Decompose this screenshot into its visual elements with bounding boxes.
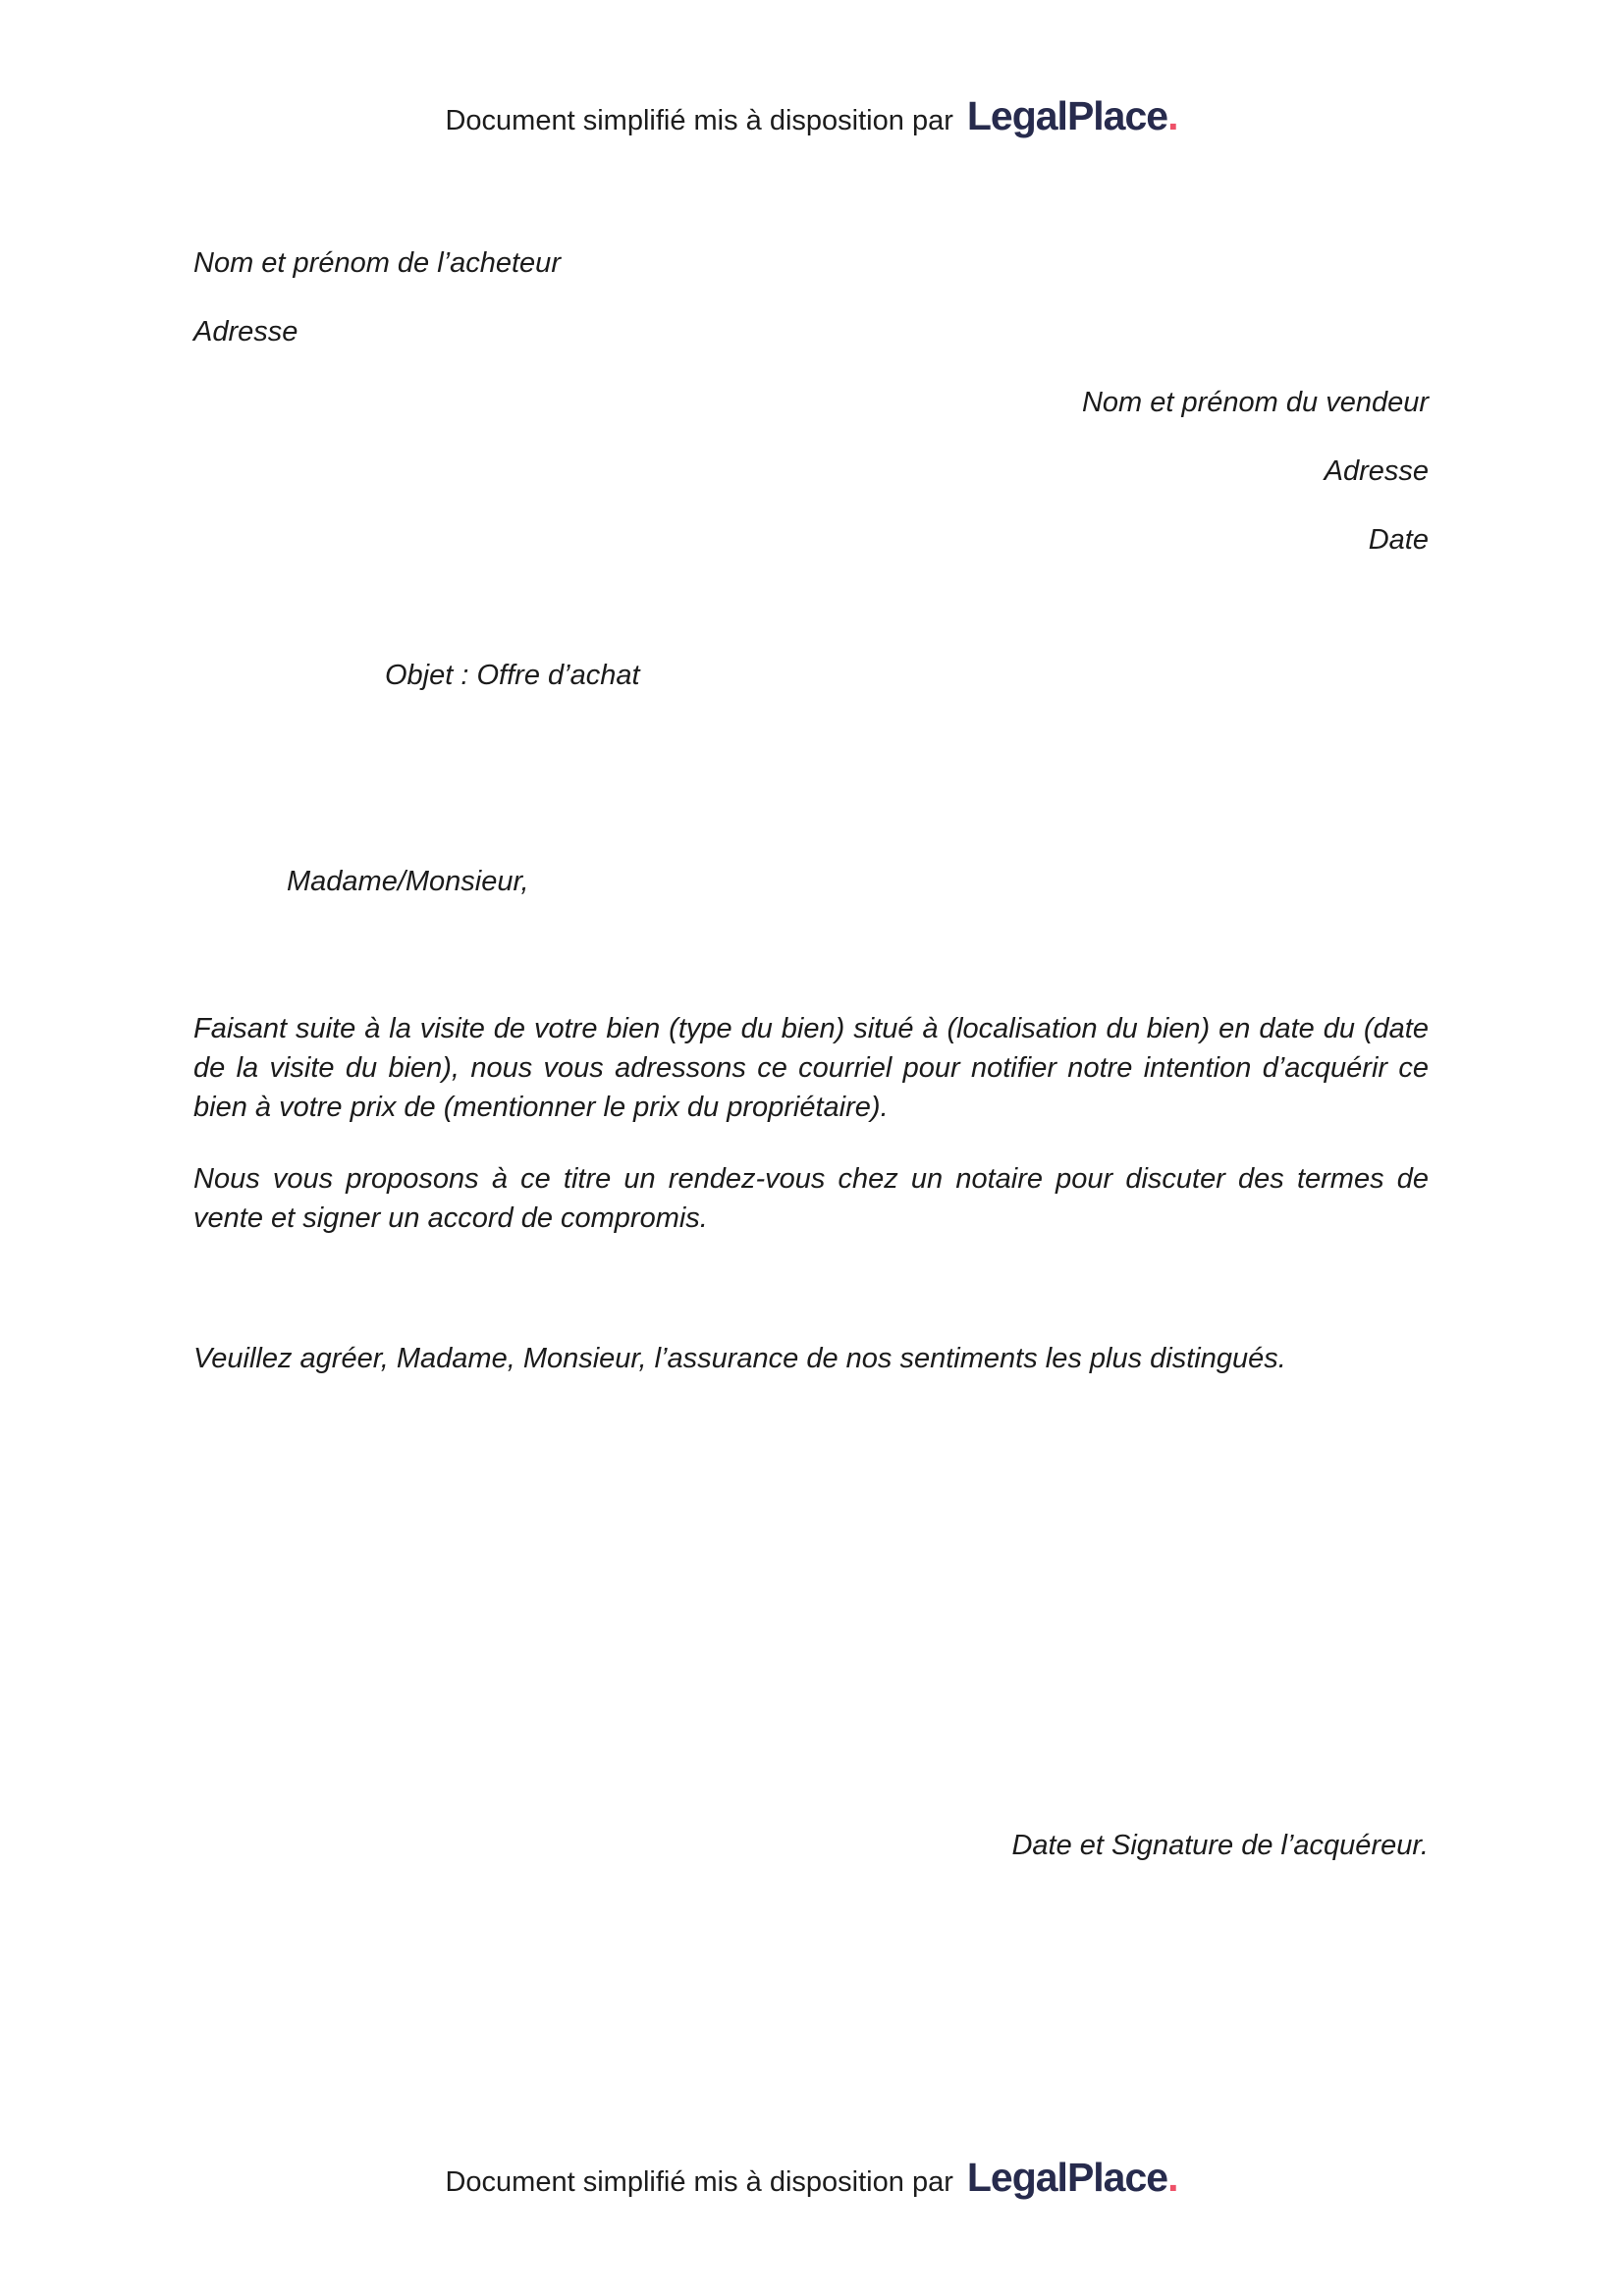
signature-line: Date et Signature de l’acquéreur. bbox=[1011, 1830, 1429, 1861]
legalplace-logo bbox=[966, 93, 1179, 138]
recipient-name-line: Nom et prénom du vendeur bbox=[1081, 387, 1429, 418]
legalplace-logo-footer-dot: . bbox=[1167, 2155, 1179, 2200]
recipient-block bbox=[1082, 383, 1429, 589]
header-text: Document simplifié mis à disposition par bbox=[445, 105, 953, 136]
recipient-date-line: Date bbox=[1368, 524, 1429, 556]
legalplace-logo-text: LegalPlace bbox=[966, 93, 1168, 138]
body-paragraph-1: Faisant suite à la visite de votre bien (type du bien) situé à (localisation du bien) en date du (date de la visite du bien), nous vous adressons ce courriel pour notifier notre intention d’acquérir ce bien à votre prix de (mentionner le prix du propriétaire). bbox=[193, 1013, 1429, 1123]
footer-banner bbox=[0, 2155, 1624, 2202]
closing-line: Veuillez agréer, Madame, Monsieur, l’assurance de nos sentiments les plus distingués. bbox=[193, 1343, 1286, 1374]
salutation-line: Madame/Monsieur, bbox=[287, 866, 529, 897]
sender-address-line: Adresse bbox=[193, 316, 298, 347]
legalplace-logo-footer bbox=[966, 2155, 1179, 2200]
body-paragraph-2: Nous vous proposons à ce titre un rendez-vous chez un notaire pour discuter des termes de vente et signer un accord de compromis. bbox=[193, 1163, 1429, 1234]
legalplace-logo-footer-text: LegalPlace bbox=[966, 2155, 1168, 2200]
subject-line: Objet : Offre d’achat bbox=[385, 660, 640, 691]
legalplace-logo-dot: . bbox=[1167, 93, 1179, 138]
sender-block bbox=[193, 243, 561, 381]
footer-text: Document simplifié mis à disposition par bbox=[445, 2166, 953, 2198]
recipient-address-line: Adresse bbox=[1324, 455, 1429, 487]
header-banner bbox=[0, 93, 1624, 140]
sender-name-line: Nom et prénom de l’acheteur bbox=[193, 247, 561, 279]
